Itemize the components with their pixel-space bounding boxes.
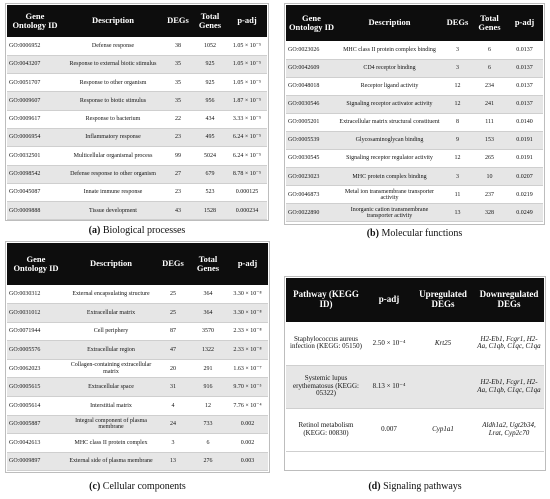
table-d	[286, 278, 544, 452]
table-cell: GO:0005201	[286, 113, 337, 131]
table-cell: 0.0137	[506, 77, 543, 95]
table-cell: 434	[193, 110, 227, 128]
table-row	[7, 359, 268, 378]
column-header: Description	[63, 5, 163, 37]
table-cell: 12	[442, 95, 473, 113]
table-cell: GO:0005576	[7, 341, 65, 360]
table-cell: 0.0137	[506, 95, 543, 113]
column-header: p-adj	[227, 243, 268, 285]
table-row	[286, 186, 543, 204]
table-row	[286, 150, 543, 168]
table-cell: 24	[157, 415, 189, 434]
table-row	[286, 322, 544, 365]
table-cell: Interstitial matrix	[65, 397, 157, 416]
table-cell: Integral component of plasma membrane	[65, 415, 157, 434]
table-cell: 364	[189, 304, 227, 323]
table-cell: 12	[442, 77, 473, 95]
table-cell: 6.24 × 10⁻⁵	[227, 128, 267, 146]
table-cell: Extracellular matrix	[65, 304, 157, 323]
table-cell: Multicellular organismal process	[63, 147, 163, 165]
table-cell: 265	[473, 150, 506, 168]
table-cell: GO:0005615	[7, 378, 65, 397]
table-cell: GO:0042613	[7, 434, 65, 453]
table-cell: 237	[473, 186, 506, 204]
table-row	[7, 322, 268, 341]
table-cell: 2.33 × 10⁻⁸	[227, 322, 268, 341]
table-cell: 3.30 × 10⁻⁸	[227, 285, 268, 304]
table-row	[286, 408, 544, 451]
table-cell: 1.05 × 10⁻⁵	[227, 74, 267, 92]
table-cell: 5024	[193, 147, 227, 165]
cellular-components-table	[7, 243, 268, 471]
column-header: Gene Ontology ID	[7, 243, 65, 285]
table-cell: 3.33 × 10⁻⁵	[227, 110, 267, 128]
table-cell: Signaling receptor activator activity	[337, 95, 442, 113]
table-cell: 0.000234	[227, 202, 267, 220]
table-cell: 733	[189, 415, 227, 434]
table-cell: 241	[473, 95, 506, 113]
table-cell: 43	[163, 202, 193, 220]
table-cell: 20	[157, 359, 189, 378]
table-cell: Tissue development	[63, 202, 163, 220]
table-cell: Staphylococcus aureus infection (KEGG: 05150)	[286, 322, 366, 365]
table-row	[7, 304, 268, 323]
table-cell: GO:0046873	[286, 186, 337, 204]
table-cell: GO:0023023	[286, 168, 337, 186]
table-row	[286, 131, 543, 149]
table-cell: 0.000125	[227, 183, 267, 201]
table-row	[7, 92, 267, 110]
table-cell: Response to bacterium	[63, 110, 163, 128]
table-cell: 3	[442, 168, 473, 186]
table-cell: 1.05 × 10⁻⁵	[227, 55, 267, 73]
caption-d: (d) Signaling pathways	[368, 481, 462, 492]
table-cell: Defense response to other organism	[63, 165, 163, 183]
table-cell: CD4 receptor binding	[337, 59, 442, 77]
table-cell: GO:0032501	[7, 147, 63, 165]
table-cell: GO:0098542	[7, 165, 63, 183]
table-cell: 1.87 × 10⁻⁵	[227, 92, 267, 110]
table-cell: 6.24 × 10⁻⁵	[227, 147, 267, 165]
table-cell: Cell periphery	[65, 322, 157, 341]
table-b	[286, 5, 543, 222]
table-cell: GO:0045087	[7, 183, 63, 201]
table-cell: GO:0030546	[286, 95, 337, 113]
table-cell: 0.002	[227, 434, 268, 453]
table-cell: 12	[442, 150, 473, 168]
table-cell: GO:0005614	[7, 397, 65, 416]
table-cell: Extracellular space	[65, 378, 157, 397]
table-cell: 12	[189, 397, 227, 416]
signaling-pathways-table	[286, 278, 544, 452]
table-cell: 0.0207	[506, 168, 543, 186]
table-cell: GO:0051707	[7, 74, 63, 92]
table-cell: 23	[163, 128, 193, 146]
table-cell: Collagen-containing extracellular matrix	[65, 359, 157, 378]
table-cell: External encapsulating structure	[65, 285, 157, 304]
table-cell: 0.0191	[506, 131, 543, 149]
table-cell: GO:0009897	[7, 452, 65, 471]
table-cell: 8	[442, 113, 473, 131]
table-cell: 0.0249	[506, 204, 543, 222]
table-cell: 153	[473, 131, 506, 149]
table-cell: 6	[473, 59, 506, 77]
table-cell: Inflammatory response	[63, 128, 163, 146]
table-cell: 31	[157, 378, 189, 397]
column-header: Gene Ontology ID	[286, 5, 337, 41]
caption-b: (b) Molecular functions	[366, 228, 463, 239]
table-cell: Extracellular matrix structural constituent	[337, 113, 442, 131]
table-cell	[412, 365, 474, 408]
table-cell: 916	[189, 378, 227, 397]
column-header: Gene Ontology ID	[7, 5, 63, 37]
table-cell: 328	[473, 204, 506, 222]
table-row	[7, 202, 267, 220]
table-cell: GO:0006952	[7, 37, 63, 55]
table-cell: GO:0009607	[7, 92, 63, 110]
table-cell: 3.30 × 10⁻⁸	[227, 304, 268, 323]
table-cell: 7.76 × 10⁻⁴	[227, 397, 268, 416]
column-header: p-adj	[506, 5, 543, 41]
table-cell: 956	[193, 92, 227, 110]
table-cell: 925	[193, 55, 227, 73]
table-row	[7, 37, 267, 55]
table-cell: 276	[189, 452, 227, 471]
table-row	[286, 41, 543, 59]
table-cell: 2.33 × 10⁻⁸	[227, 341, 268, 360]
table-cell: 364	[189, 285, 227, 304]
table-cell: 35	[163, 55, 193, 73]
table-cell: GO:0022890	[286, 204, 337, 222]
table-row	[286, 204, 543, 222]
table-cell: GO:0043207	[7, 55, 63, 73]
table-row	[7, 378, 268, 397]
table-cell: Defense response	[63, 37, 163, 55]
table-cell: Systemic lupus erythematosus (KEGG: 05322)	[286, 365, 366, 408]
table-cell: 25	[157, 304, 189, 323]
table-cell: 0.0219	[506, 186, 543, 204]
table-cell: MHC protein complex binding	[337, 168, 442, 186]
table-cell: 47	[157, 341, 189, 360]
table-cell: MHC class II protein complex	[65, 434, 157, 453]
column-header: Pathway (KEGG ID)	[286, 278, 366, 322]
column-header: Total Genes	[189, 243, 227, 285]
column-header: Total Genes	[473, 5, 506, 41]
table-cell: Glycosaminoglycan binding	[337, 131, 442, 149]
table-row	[7, 397, 268, 416]
table-cell: 0.002	[227, 415, 268, 434]
table-cell: Cyp1a1	[412, 408, 474, 451]
table-row	[286, 113, 543, 131]
table-cell: 99	[163, 147, 193, 165]
table-cell: GO:0062023	[7, 359, 65, 378]
table-cell: GO:0030312	[7, 285, 65, 304]
table-row	[7, 452, 268, 471]
table-cell: GO:0009888	[7, 202, 63, 220]
table-cell: Receptor ligand activity	[337, 77, 442, 95]
table-cell: Innate immune response	[63, 183, 163, 201]
table-cell: Response to other organism	[63, 74, 163, 92]
table-cell: 0.0140	[506, 113, 543, 131]
table-cell: 3	[442, 41, 473, 59]
table-row	[7, 55, 267, 73]
table-cell: GO:0031012	[7, 304, 65, 323]
table-row	[7, 434, 268, 453]
table-cell: 234	[473, 77, 506, 95]
table-cell: GO:0005887	[7, 415, 65, 434]
table-cell: 1.05 × 10⁻⁵	[227, 37, 267, 55]
table-cell: 4	[157, 397, 189, 416]
table-row	[7, 128, 267, 146]
table-c	[7, 243, 268, 471]
table-cell: 9	[442, 131, 473, 149]
table-cell: 13	[442, 204, 473, 222]
table-cell: MHC class II protein complex binding	[337, 41, 442, 59]
table-cell: 22	[163, 110, 193, 128]
table-cell: 6	[473, 41, 506, 59]
table-cell: 87	[157, 322, 189, 341]
column-header: DEGs	[442, 5, 473, 41]
column-header: Description	[337, 5, 442, 41]
table-cell: 3	[157, 434, 189, 453]
table-cell: 13	[157, 452, 189, 471]
table-cell: Retinol metabolism (KEGG: 00830)	[286, 408, 366, 451]
table-cell: 11	[442, 186, 473, 204]
table-cell: 1052	[193, 37, 227, 55]
table-cell: 679	[193, 165, 227, 183]
table-cell: 23	[163, 183, 193, 201]
table-cell: GO:0030545	[286, 150, 337, 168]
table-cell: 0.0137	[506, 41, 543, 59]
table-cell: GO:0071944	[7, 322, 65, 341]
table-cell: External side of plasma membrane	[65, 452, 157, 471]
table-cell: 0.003	[227, 452, 268, 471]
column-header: Description	[65, 243, 157, 285]
table-cell: H2-Eb1, Fcgr1, H2-Aa, C1qb, C1qc, C1qa	[474, 322, 544, 365]
table-cell: 0.0137	[506, 59, 543, 77]
table-cell: Signaling receptor regulator activity	[337, 150, 442, 168]
table-cell: 2.50 × 10⁻⁴	[366, 322, 412, 365]
table-cell: GO:0023026	[286, 41, 337, 59]
table-row	[7, 74, 267, 92]
table-cell: Response to biotic stimulus	[63, 92, 163, 110]
table-cell: Response to external biotic stimulus	[63, 55, 163, 73]
table-cell: 27	[163, 165, 193, 183]
table-cell: Krt25	[412, 322, 474, 365]
column-header: Upregulated DEGs	[412, 278, 474, 322]
table-cell: GO:0006954	[7, 128, 63, 146]
table-row	[7, 415, 268, 434]
table-cell: 8.78 × 10⁻⁵	[227, 165, 267, 183]
table-cell: 523	[193, 183, 227, 201]
table-row	[7, 285, 268, 304]
table-a	[7, 5, 267, 220]
table-row	[286, 365, 544, 408]
caption-a: (a) Biological processes	[88, 225, 186, 236]
table-cell: H2-Eb1, Fcgr1, H2-Aa, C1qb, C1qc, C1qa	[474, 365, 544, 408]
table-cell: GO:0009617	[7, 110, 63, 128]
table-cell: 38	[163, 37, 193, 55]
table-cell: 3	[442, 59, 473, 77]
molecular-functions-table	[286, 5, 543, 222]
table-cell: 9.70 × 10⁻⁵	[227, 378, 268, 397]
table-cell: Metal ion transmembrane transporter activity	[337, 186, 442, 204]
table-cell: 6	[189, 434, 227, 453]
table-cell: 35	[163, 74, 193, 92]
table-cell: 25	[157, 285, 189, 304]
column-header: DEGs	[157, 243, 189, 285]
table-cell: Extracellular region	[65, 341, 157, 360]
column-header: Downregulated DEGs	[474, 278, 544, 322]
table-cell: 111	[473, 113, 506, 131]
caption-c: (c) Cellular components	[89, 481, 186, 492]
table-row	[286, 95, 543, 113]
table-cell: GO:0042609	[286, 59, 337, 77]
table-row	[286, 77, 543, 95]
table-cell: 0.007	[366, 408, 412, 451]
table-row	[7, 147, 267, 165]
table-cell: 495	[193, 128, 227, 146]
column-header: Total Genes	[193, 5, 227, 37]
table-cell: 35	[163, 92, 193, 110]
table-row	[7, 110, 267, 128]
table-row	[7, 165, 267, 183]
column-header: p-adj	[366, 278, 412, 322]
biological-processes-table	[7, 5, 267, 220]
table-cell: 1.63 × 10⁻⁷	[227, 359, 268, 378]
column-header: DEGs	[163, 5, 193, 37]
table-cell: 0.0191	[506, 150, 543, 168]
column-header: p-adj	[227, 5, 267, 37]
table-row	[7, 183, 267, 201]
table-row	[7, 341, 268, 360]
table-cell: 10	[473, 168, 506, 186]
table-row	[286, 168, 543, 186]
table-cell: 925	[193, 74, 227, 92]
table-cell: Aldh1a2, Ugt2b34, Lrat, Cyp2c70	[474, 408, 544, 451]
table-cell: 3570	[189, 322, 227, 341]
table-cell: 291	[189, 359, 227, 378]
table-cell: Inorganic cation transmembrane transporter activity	[337, 204, 442, 222]
table-cell: 8.13 × 10⁻⁴	[366, 365, 412, 408]
table-cell: 1528	[193, 202, 227, 220]
table-row	[286, 59, 543, 77]
table-cell: GO:0005539	[286, 131, 337, 149]
table-cell: 1322	[189, 341, 227, 360]
table-cell: GO:0048018	[286, 77, 337, 95]
